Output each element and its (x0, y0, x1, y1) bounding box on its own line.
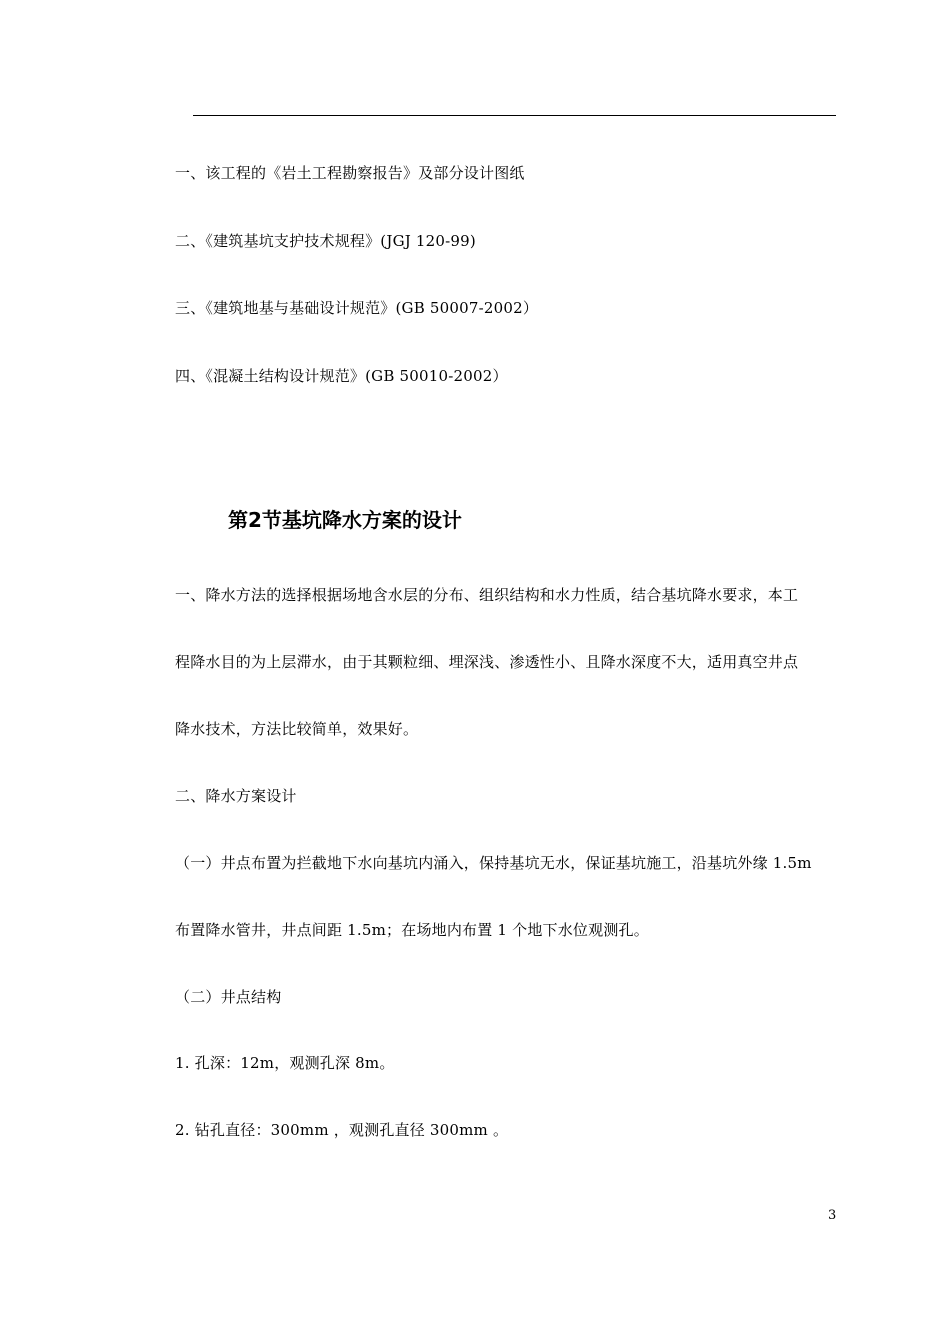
reference-item: 三、《建筑地基与基础设计规范》(GB 50007-2002） (175, 299, 539, 317)
paragraph-line: 程降水目的为上层滞水，由于其颗粒细、埋深浅、渗透性小、且降水深度不大，适用真空井点 (175, 653, 799, 671)
list-item: 1. 孔深：12m，观测孔深 8m。 (175, 1054, 395, 1072)
subsection-heading: 二、降水方案设计 (175, 787, 297, 805)
paragraph-line: 布置降水管井，井点间距 1.5m；在场地内布置 1 个地下水位观测孔。 (175, 921, 649, 939)
subsection-heading: （二）井点结构 (175, 988, 282, 1006)
paragraph-line: 降水技术，方法比较简单，效果好。 (175, 720, 419, 738)
reference-item: 四、《混凝土结构设计规范》(GB 50010-2002） (175, 367, 508, 385)
paragraph-line: 一、降水方法的选择根据场地含水层的分布、组织结构和水力性质，结合基坑降水要求，本工 (175, 586, 799, 604)
reference-item: 二、《建筑基坑支护技术规程》(JGJ 120-99) (175, 232, 476, 250)
paragraph-line: （一）井点布置为拦截地下水向基坑内涌入，保持基坑无水，保证基坑施工，沿基坑外缘 1.5m (175, 854, 812, 872)
page-number: 3 (828, 1208, 837, 1223)
reference-item: 一、该工程的《岩土工程勘察报告》及部分设计图纸 (175, 164, 525, 182)
section-title: 第2节基坑降水方案的设计 (228, 508, 462, 532)
header-rule (193, 115, 836, 116)
list-item: 2. 钻孔直径：300mm ，观测孔直径 300mm 。 (175, 1121, 509, 1139)
